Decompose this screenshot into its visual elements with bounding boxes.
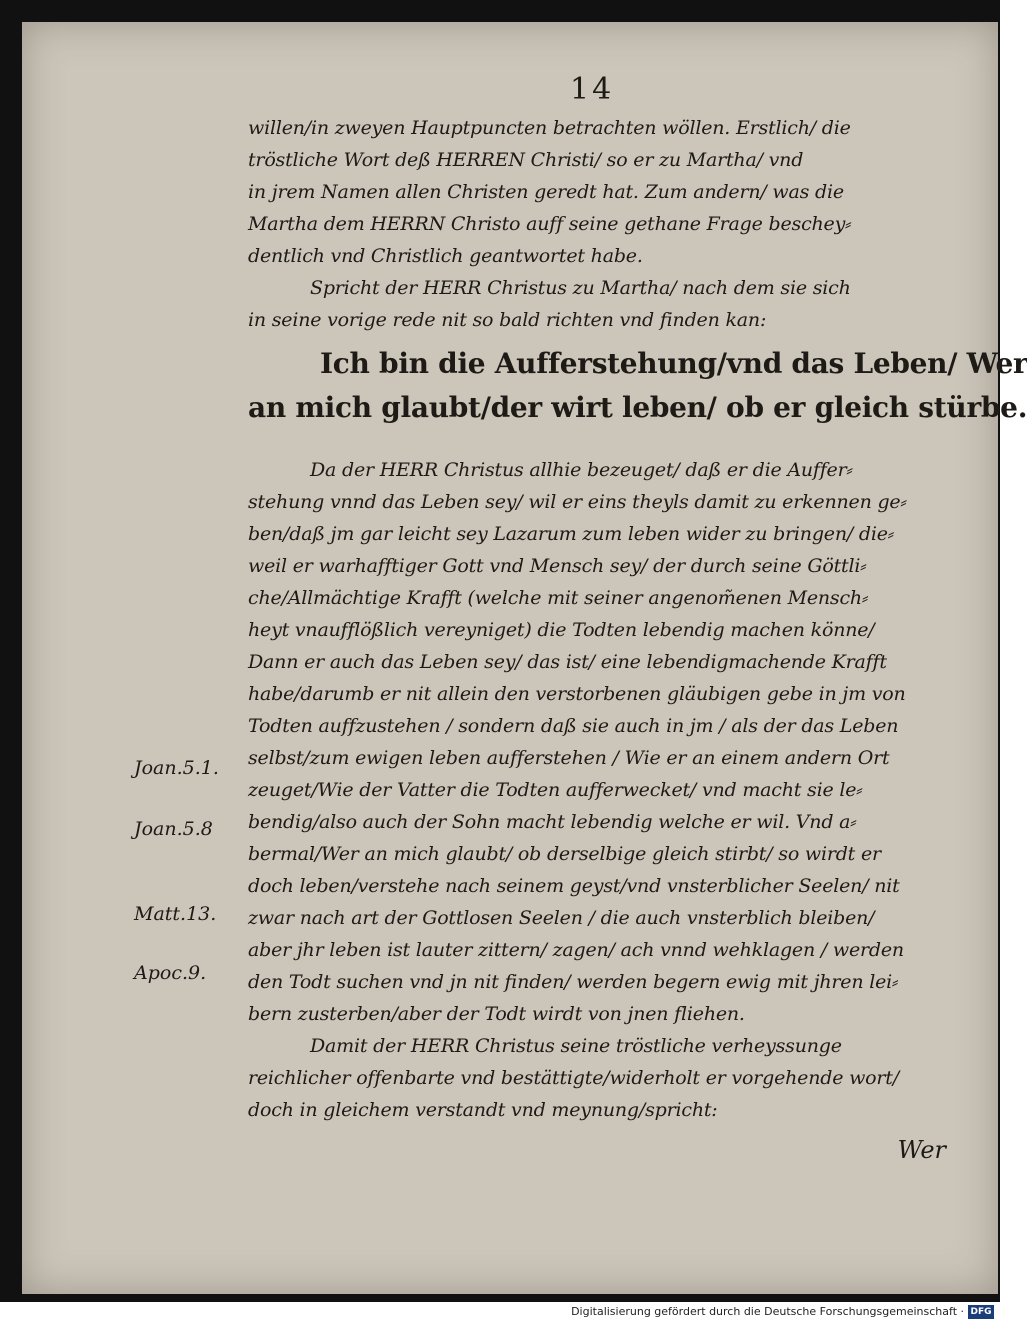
text-line: willen/in zweyen Hauptpuncten betrachten wöllen. Erstlich/ die — [248, 117, 851, 139]
text-line: doch in gleichem verstandt vnd meynung/spricht: — [248, 1099, 718, 1121]
text-line: zwar nach art der Gottlosen Seelen / die auch vnsterblich bleiben/ — [248, 907, 875, 929]
marginal-note: Apoc.9. — [134, 962, 207, 984]
text-line: Da der HERR Christus allhie bezeuget/ daß er die Auffer⸗ — [310, 459, 853, 481]
scripture-quote — [248, 342, 1027, 430]
text-line: tröstliche Wort deß HERREN Christi/ so er zu Martha/ vnd — [248, 149, 804, 171]
text-line: habe/darumb er nit allein den verstorbenen gläubigen gebe in jm von — [248, 683, 906, 705]
footer-bar — [0, 1302, 1000, 1323]
quote-line: Ich bin die Aufferstehung/vnd das Leben/ Wer — [320, 347, 1027, 380]
text-line: Damit der HERR Christus seine tröstliche verheyssunge — [310, 1035, 842, 1057]
text-line: in jrem Namen allen Christen geredt hat. Zum andern/ was die — [248, 181, 844, 203]
text-line: che/Allmächtige Krafft (welche mit seiner angenom̃enen Mensch⸗ — [248, 587, 869, 609]
text-line: doch leben/verstehe nach seinem geyst/vnd vnsterblicher Seelen/ nit — [248, 875, 900, 897]
body-text — [248, 112, 1027, 1170]
text-line: zeuget/Wie der Vatter die Todten aufferwecket/ vnd macht sie le⸗ — [248, 779, 863, 801]
text-line: in seine vorige rede nit so bald richten vnd finden kan: — [248, 309, 767, 331]
text-line: ben/daß jm gar leicht sey Lazarum zum leben wider zu bringen/ die⸗ — [248, 523, 894, 545]
text-line: den Todt suchen vnd jn nit finden/ werden begern ewig mit jhren lei⸗ — [248, 971, 899, 993]
page-number: 14 — [570, 72, 615, 107]
text-line: bern zusterben/aber der Todt wirdt von jnen fliehen. — [248, 1003, 745, 1025]
text-line: stehung vnnd das Leben sey/ wil er eins theyls damit zu erkennen ge⸗ — [248, 491, 907, 513]
text-line: heyt vnaufflößlich vereyniget) die Todten lebendig machen könne/ — [248, 619, 875, 641]
text-line: Dann er auch das Leben sey/ das ist/ eine lebendigmachende Krafft — [248, 651, 887, 673]
text-line: weil er warhafftiger Gott vnd Mensch sey/ der durch seine Göttli⸗ — [248, 555, 867, 577]
text-line: aber jhr leben ist lauter zittern/ zagen/ ach vnnd wehklagen / werden — [248, 939, 904, 961]
marginal-note: Matt.13. — [134, 903, 217, 925]
text-line: reichlicher offenbarte vnd bestättigte/widerholt er vorgehende wort/ — [248, 1067, 899, 1089]
text-line: Todten auffzustehen / sondern daß sie auch in jm / als der das Leben — [248, 715, 899, 737]
text-line: Spricht der HERR Christus zu Martha/ nach dem sie sich — [310, 277, 851, 299]
text-line: dentlich vnd Christlich geantwortet habe. — [248, 245, 643, 267]
text-line: Martha dem HERRN Christo auff seine gethane Frage beschey⸗ — [248, 213, 852, 235]
catchword: Wer — [897, 1136, 946, 1164]
dfg-logo: DFG — [968, 1305, 994, 1319]
funding-credit: Digitalisierung gefördert durch die Deutsche Forschungsgemeinschaft · — [571, 1305, 964, 1318]
marginal-note: Joan.5.1. — [134, 757, 219, 779]
text-line: selbst/zum ewigen leben aufferstehen / Wie er an einem andern Ort — [248, 747, 890, 769]
marginal-note: Joan.5.8 — [134, 818, 213, 840]
quote-line: an mich glaubt/der wirt leben/ ob er gleich stürbe. — [248, 391, 1027, 424]
text-line: bendig/also auch der Sohn macht lebendig welche er wil. Vnd a⸗ — [248, 811, 857, 833]
text-line: bermal/Wer an mich glaubt/ ob derselbige gleich stirbt/ so wirdt er — [248, 843, 881, 865]
